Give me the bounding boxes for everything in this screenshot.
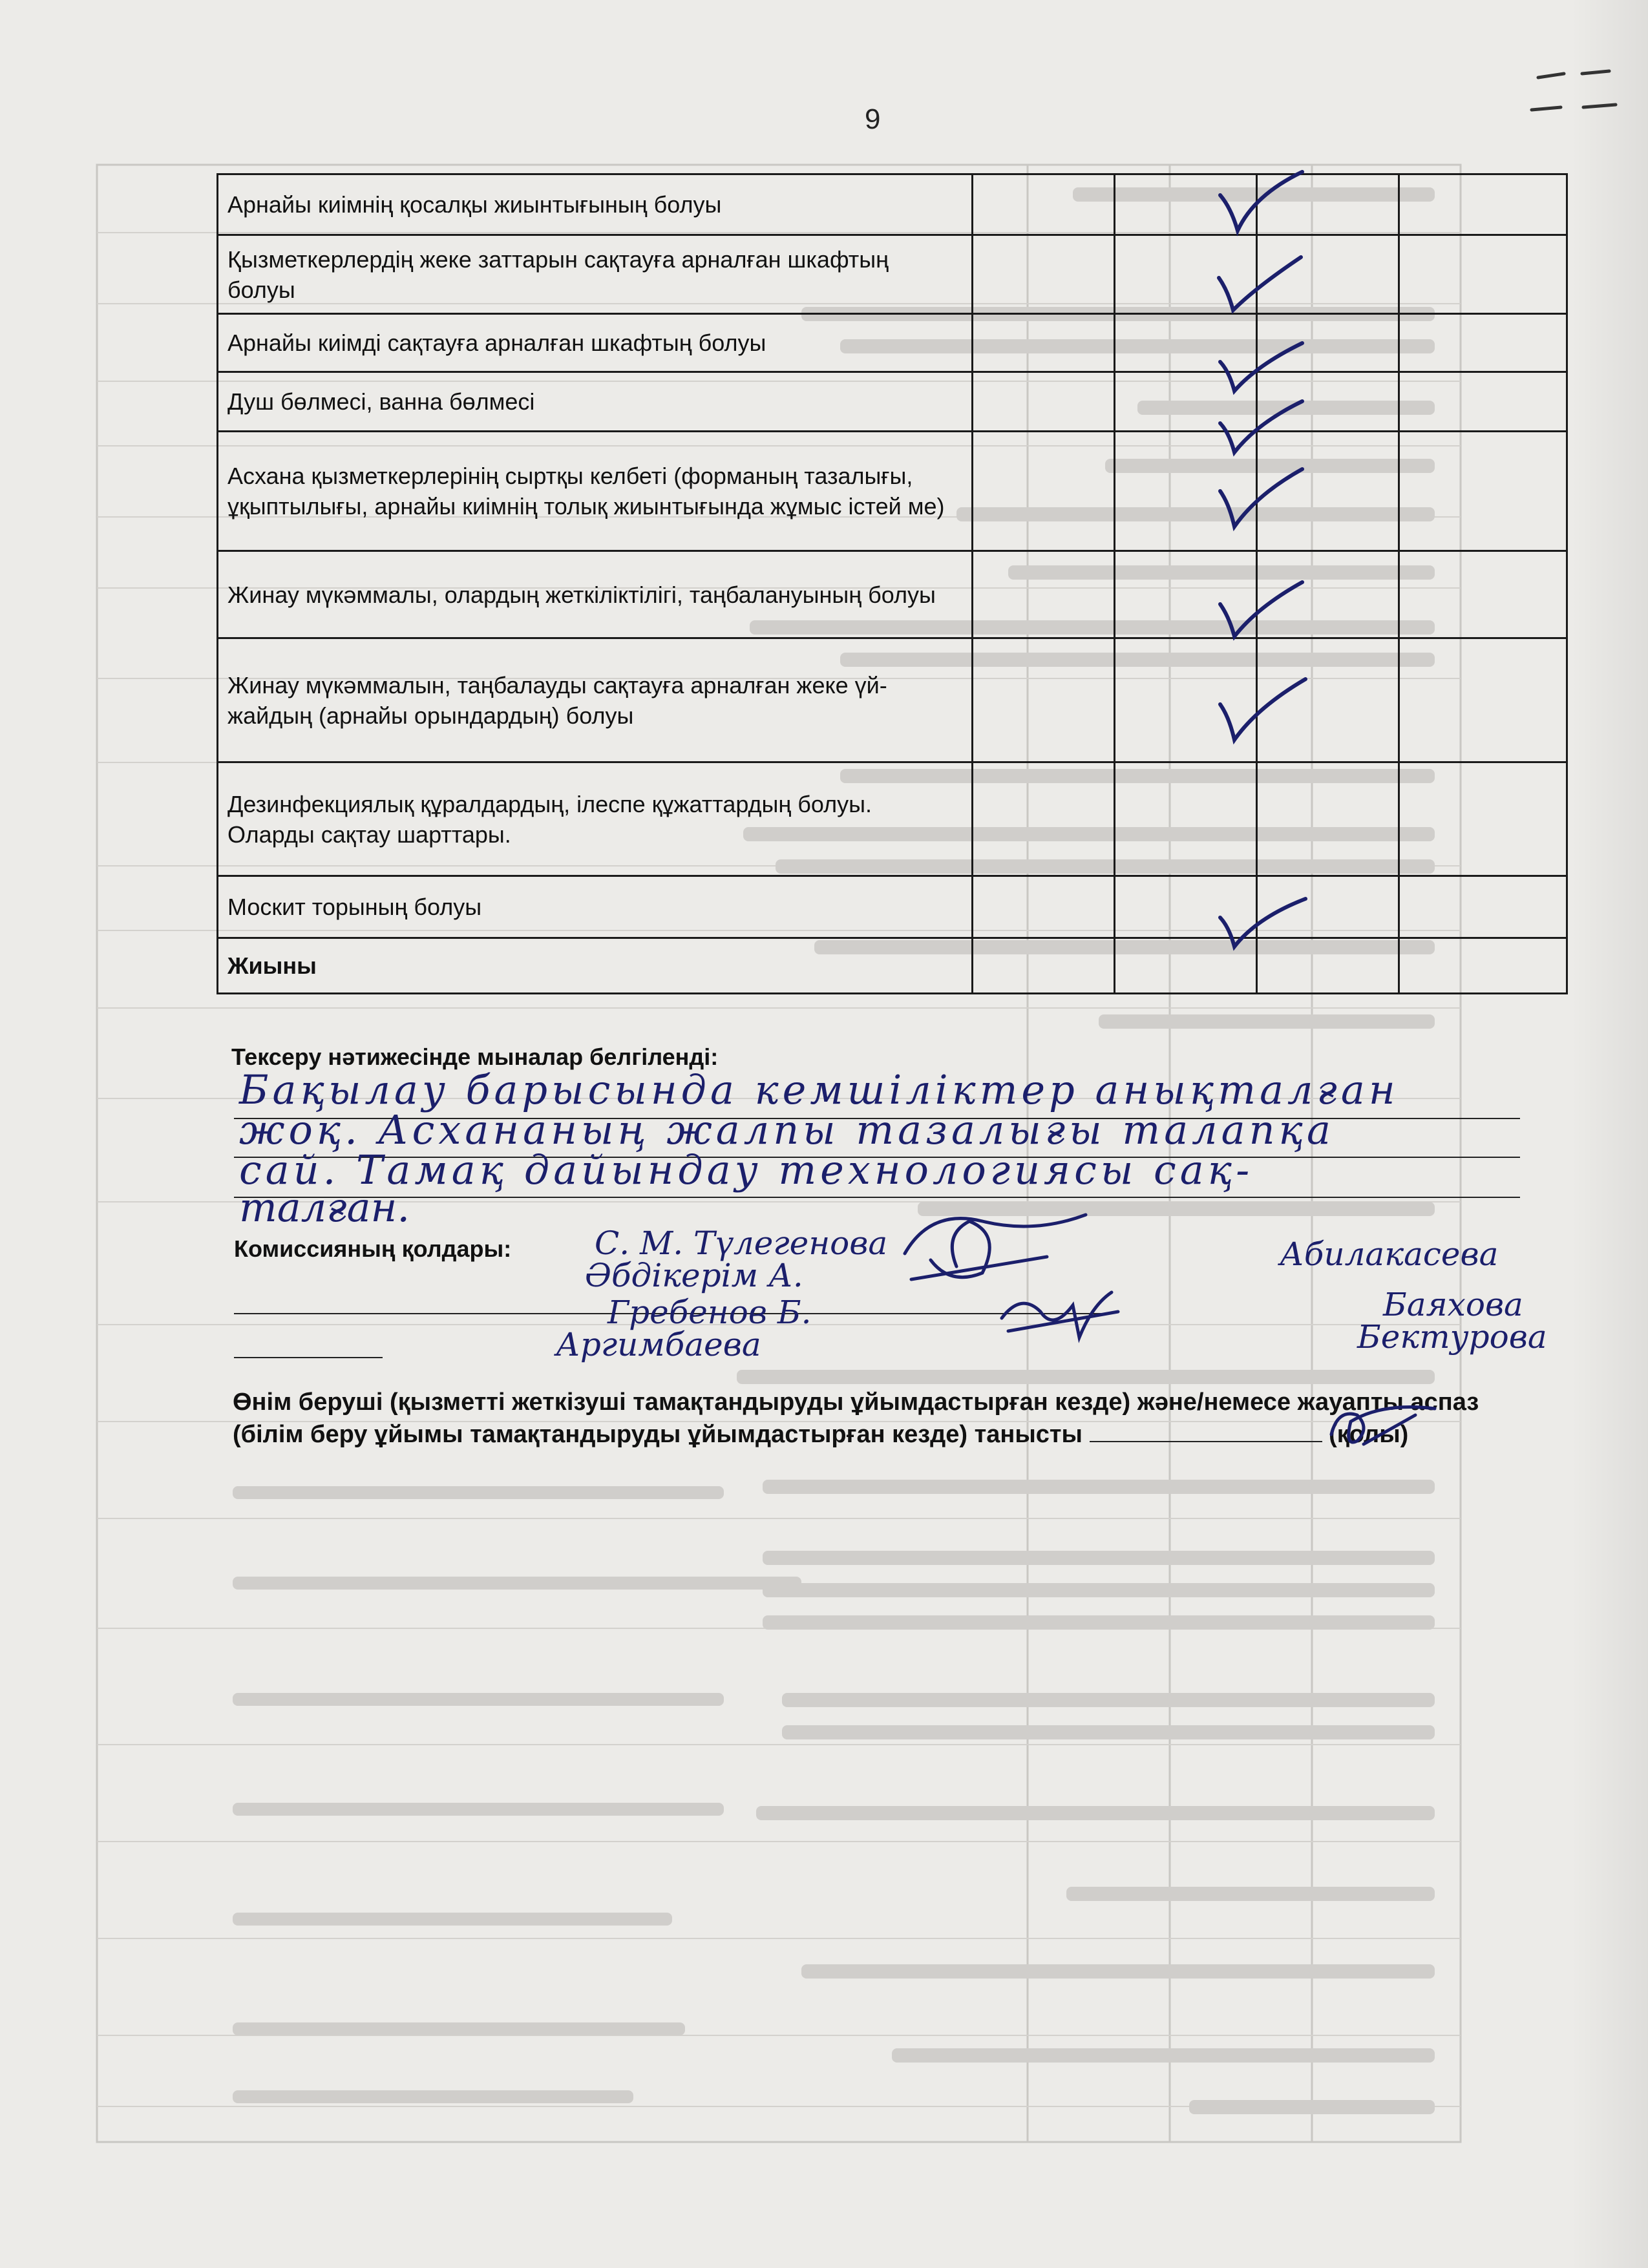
- yes-cell: [973, 314, 1115, 372]
- check-mark-icon: [1215, 675, 1312, 746]
- cell: [1399, 235, 1567, 314]
- signature-scribble-icon: [995, 1279, 1125, 1350]
- table-row: [218, 432, 1567, 551]
- check-mark-icon: [1214, 252, 1311, 317]
- check-mark-icon: [1215, 397, 1312, 459]
- yes-cell: [973, 174, 1115, 235]
- cell: [1399, 314, 1567, 372]
- check-mark-icon: [1215, 578, 1312, 643]
- signature-name: С. М. Түлегенова: [595, 1224, 888, 1262]
- check-mark-icon: [1215, 339, 1312, 397]
- signature-line: [234, 1357, 383, 1358]
- yes-cell: [973, 938, 1115, 994]
- yes-cell: [973, 762, 1115, 876]
- cell: [1399, 432, 1567, 551]
- handwritten-finding: Бақылау барысында кемшіліктер анықталған: [239, 1066, 1399, 1113]
- table-row: [218, 876, 1567, 938]
- row-label-total: Жиыны: [218, 938, 973, 994]
- table-row: [218, 372, 1567, 432]
- cell: [1399, 876, 1567, 938]
- row-label: Дезинфекциялық құралдардың, ілеспе құжаттардың болуы. Оларды сақтау шарттары.: [218, 762, 973, 876]
- signature-name: Гребенов Б.: [607, 1294, 812, 1331]
- cell: [1399, 551, 1567, 638]
- row-label: Асхана қызметкерлерінің сыртқы келбеті (форманың тазалығы, ұқыптылығы, арнайы киімнің толық жиынтығында жұмыс істей ме): [218, 432, 973, 551]
- yes-cell: [973, 638, 1115, 762]
- table-row: [218, 638, 1567, 762]
- results-label: Тексеру нәтижесінде мыналар белгіленді:: [231, 1044, 719, 1070]
- table-row: [218, 938, 1567, 994]
- table-row: [218, 174, 1567, 235]
- cell: [1115, 762, 1257, 876]
- producer-sign-note: (қолы): [1329, 1421, 1409, 1448]
- inspection-checklist-table: [217, 173, 1568, 994]
- row-label: Жинау мүкәммалын, таңбалауды сақтауға арналған жеке үй-жайдың (арнайы орындардың) болуы: [218, 638, 973, 762]
- table-row: [218, 314, 1567, 372]
- check-mark-icon: [1215, 169, 1312, 240]
- check-mark-icon: [1215, 895, 1312, 953]
- producer-sign-line: [1090, 1422, 1322, 1442]
- signatures-label: Комиссияның қолдары:: [234, 1235, 512, 1262]
- yes-cell: [973, 372, 1115, 432]
- row-label: Москит торының болуы: [218, 876, 973, 938]
- yes-cell: [973, 551, 1115, 638]
- producer-signature-icon: [1318, 1396, 1448, 1454]
- table-row: [218, 762, 1567, 876]
- yes-cell: [973, 876, 1115, 938]
- row-label: Жинау мүкәммалы, олардың жеткіліктілігі, таңбалануының болуы: [218, 551, 973, 638]
- cell: [1399, 938, 1567, 994]
- row-label: Душ бөлмесі, ванна бөлмесі: [218, 372, 973, 432]
- page-edge-shadow: [1570, 0, 1648, 2268]
- row-label: Арнайы киімді сақтауға арналған шкафтың болуы: [218, 314, 973, 372]
- signature-name: Баяхова: [1383, 1286, 1523, 1323]
- margin-dash-marks: [1525, 65, 1629, 123]
- cell: [1399, 372, 1567, 432]
- check-mark-icon: [1215, 465, 1312, 533]
- signature-name: Бектурова: [1357, 1318, 1547, 1356]
- page-number: 9: [865, 103, 881, 135]
- signature-name: Абилакасева: [1280, 1235, 1499, 1273]
- table-row: [218, 551, 1567, 638]
- row-label: Арнайы киімнің қосалқы жиынтығының болуы: [218, 174, 973, 235]
- cell: [1257, 762, 1399, 876]
- producer-text: Өнім беруші (қызметті жеткізуші тамақтандыруды ұйымдастырған кезде) және/немесе жауапты аспаз (білім беру ұйымы тамақтандыруды ұйымдастырған кезде) танысты: [233, 1389, 1479, 1448]
- handwritten-finding: сай. Тамақ дайындау технологиясы сақ-: [239, 1146, 1254, 1193]
- signature-name: Аргимбаева: [556, 1326, 761, 1363]
- row-label: Қызметкерлердің жеке заттарын сақтауға арналған шкафтың болуы: [218, 235, 973, 314]
- handwritten-finding: жоқ. Асхананың жалпы тазалығы талапқа: [239, 1106, 1335, 1153]
- cell: [1399, 174, 1567, 235]
- handwriting-line: [234, 1197, 1520, 1198]
- signature-name: Әбдікерім А.: [585, 1257, 803, 1294]
- table-row: [218, 235, 1567, 314]
- yes-cell: [973, 235, 1115, 314]
- cell: [1399, 638, 1567, 762]
- handwritten-finding: талған.: [239, 1184, 410, 1231]
- cell: [1399, 762, 1567, 876]
- yes-cell: [973, 432, 1115, 551]
